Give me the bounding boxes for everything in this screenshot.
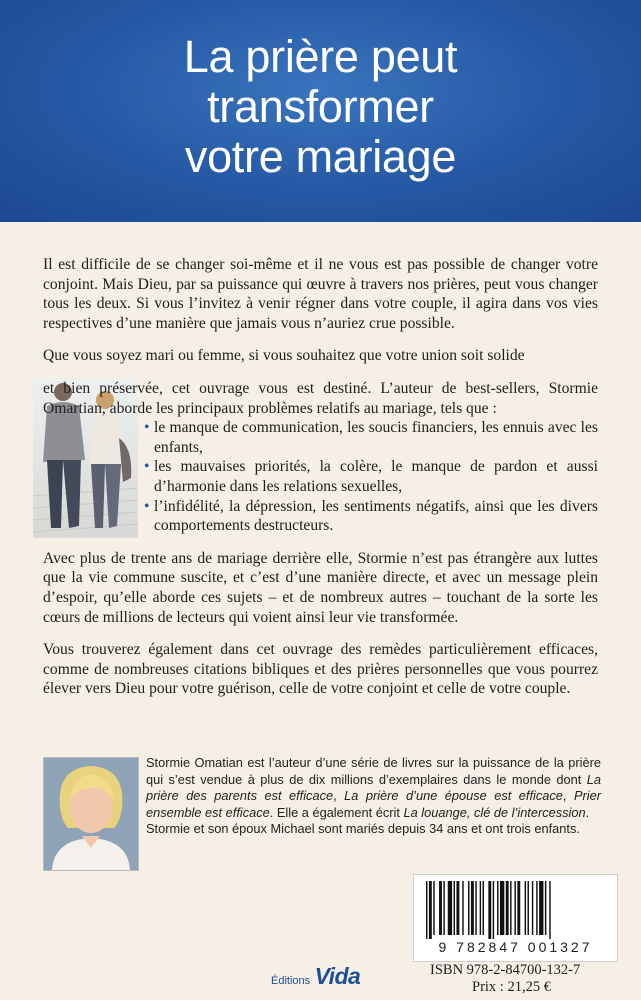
barcode-bar <box>488 881 491 939</box>
barcode-bar <box>454 881 455 935</box>
isbn-block <box>430 962 618 996</box>
back-cover-text <box>43 255 598 712</box>
barcode <box>413 874 618 962</box>
bio-text: . <box>585 804 590 820</box>
bio-text: . Elle a également écrit <box>269 804 404 820</box>
barcode-bar <box>497 881 498 935</box>
bio-family: Stormie et son époux Michael sont mariés depuis 34 ans et ont trois enfants. <box>146 821 580 837</box>
title-line-1: La prière peut <box>183 31 458 82</box>
barcode-bar <box>528 881 529 935</box>
barcode-bar <box>448 881 452 935</box>
book-title-italic: La prière des parents est efficace <box>146 771 601 804</box>
paragraph-intro: Il est difficile de se changer soi-même et il ne vous est pas possible de changer votre conjoint. Mais Dieu, par sa puissance qui œuvre à travers nos prières, peut vous changer tous les deux. Si vous l’invitez à venir régner dans votre couple, il agira dans vos vies respectives d’une manière que jamais vous n’auriez crue possible. <box>43 256 598 332</box>
barcode-bar <box>480 881 481 935</box>
barcode-bar <box>439 881 442 935</box>
barcode-digits: 9 782847 001327 <box>438 939 593 955</box>
barcode-bar <box>532 881 533 935</box>
paragraph-audience-first-line: Que vous soyez mari ou femme, si vous souhaitez que votre union soit solide <box>43 347 525 365</box>
barcode-bar <box>483 881 484 935</box>
barcode-bar <box>517 881 520 935</box>
bio-separator: , <box>333 788 345 804</box>
title-line-3: votre mariage <box>184 131 457 182</box>
paragraph-remedies: Vous trouverez également dans cet ouvrage des remèdes particulièrement efficaces, comme de nombreuses citations bibliques et des prières personnelles que vous pourrez élever vers Dieu pour votre guérison, celle de votre conjoint et celle de votre couple. <box>43 641 598 698</box>
barcode-bar <box>536 881 537 935</box>
barcode-bar <box>549 881 550 939</box>
isbn-number: ISBN 978-2-84700-132-7 <box>430 962 581 978</box>
paragraph-experience: Avec plus de trente ans de mariage derrière elle, Stormie n’est pas étrangère aux luttes que la vie commune suscite, et c’est d’une manière directe, et avec un message plein d’espoir, qu’elle aborde ces sujets – et de nombreux autres – touchant de la sorte les cœurs de millions de lecteurs qui voient ainsi leur vie transformée. <box>43 549 598 626</box>
barcode-bar <box>500 881 504 935</box>
bio-text: Stormie Omatian est l’auteur d’une série de livres sur la puissance de la prière qui s’est vendue à plus de dix millions d’exemplaires dans le monde dont <box>146 755 601 787</box>
title-line-2: transformer <box>207 81 434 132</box>
author-photo <box>43 757 139 871</box>
author-bio <box>146 755 601 838</box>
publisher-prefix: Éditions <box>271 975 311 987</box>
list-item: • les mauvaises priorités, la colère, le manque de pardon et aussi d’harmonie dans les relations sexuelles, <box>144 457 598 496</box>
barcode-bar <box>443 881 444 935</box>
barcode-bar <box>545 881 546 935</box>
barcode-bar <box>514 881 515 935</box>
barcode-bar <box>493 881 494 939</box>
paragraph-audience: et bien préservée, cet ouvrage vous est destiné. L’auteur de best-sellers, Stormie Omartian, aborde les principaux problèmes relatifs au mariage, tels que : <box>43 379 598 417</box>
bio-separator: , <box>562 788 574 804</box>
list-item: • le manque de communication, les soucis financiers, les ennuis avec les enfants, <box>144 418 598 457</box>
barcode-bar <box>510 881 511 935</box>
title-banner <box>0 0 641 222</box>
barcode-bar <box>433 881 434 935</box>
publisher-name: Vida <box>314 963 361 989</box>
barcode-bar <box>429 881 432 939</box>
barcode-bar <box>468 881 469 935</box>
book-title <box>0 32 641 182</box>
barcode-bar <box>525 881 526 935</box>
book-title-italic: Prier ensemble est efficace <box>146 788 601 820</box>
book-title-italic: La louange, clé de l’intercession <box>403 804 586 820</box>
book-title-italic: La prière d’une épouse est efficace <box>344 788 563 804</box>
barcode-bar <box>471 881 474 935</box>
price: Prix : 21,25 € <box>472 979 551 995</box>
barcode-bar <box>475 881 476 935</box>
barcode-bar <box>539 881 543 935</box>
barcode-bar <box>506 881 509 935</box>
list-item: • l’infidélité, la dépression, les sentiments négatifs, ainsi que les divers comportements destructeurs. <box>144 497 598 536</box>
barcode-bar <box>462 881 463 935</box>
barcode-bars <box>422 881 609 939</box>
publisher-logo <box>271 963 360 993</box>
barcode-bar <box>426 881 427 939</box>
barcode-bar <box>456 881 459 935</box>
problems-list <box>144 418 598 536</box>
